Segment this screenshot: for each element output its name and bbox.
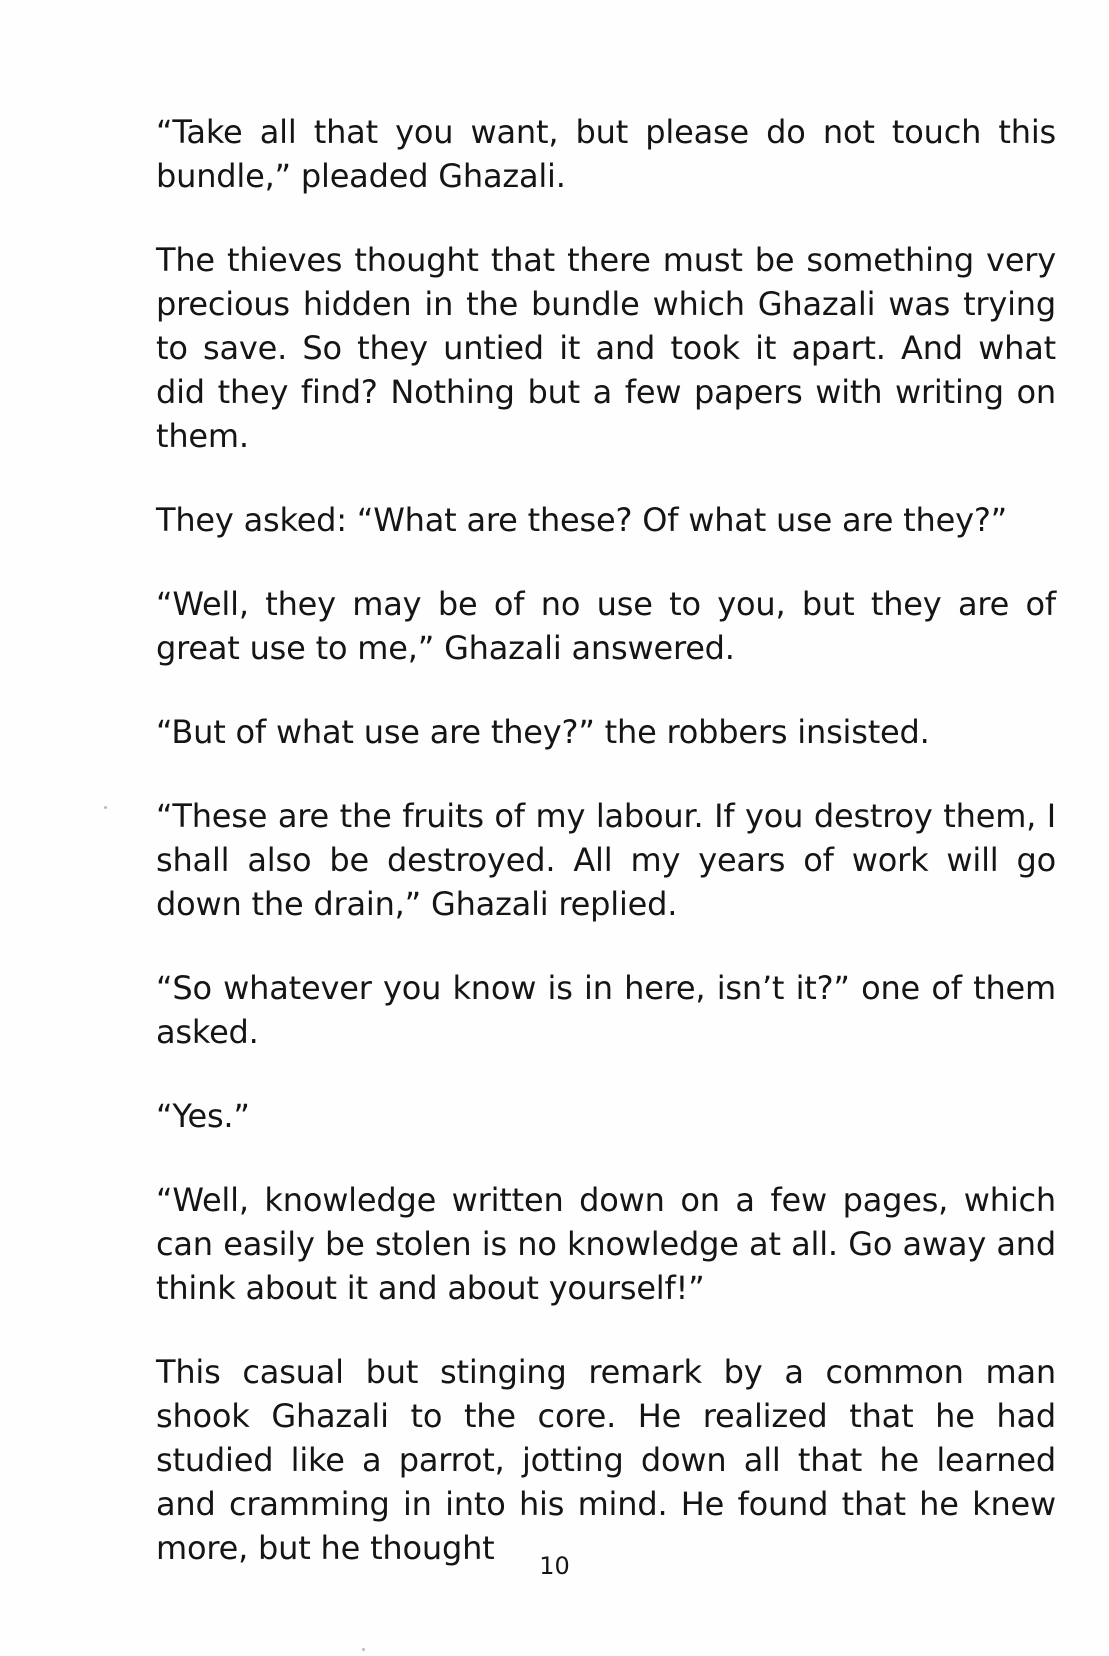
paragraph-1: “Take all that you want, but please do not touch this bundle,” pleaded Ghazali. (156, 113, 1056, 195)
paragraph-9: “Well, knowledge written down on a few pages, which can easily be stolen is no knowledge at all. Go away and think about it and about yourself!” (156, 1181, 1056, 1307)
scan-speck (104, 806, 107, 809)
paragraph-10: This casual but stinging remark by a common man shook Ghazali to the core. He realized that he had studied like a parrot, jotting down all that he learned and cramming in into his mind. He found that he knew more, but he thought (156, 1353, 1056, 1567)
paragraph-7: “So whatever you know is in here, isn’t it?” one of them asked. (156, 969, 1056, 1051)
paragraph-8: “Yes.” (156, 1097, 250, 1135)
paragraph-4: “Well, they may be of no use to you, but they are of great use to me,” Ghazali answered. (156, 585, 1056, 667)
paragraph-2: The thieves thought that there must be something very precious hidden in the bundle which Ghazali was trying to save. So they untied it and took it apart. And what did they find? Nothing but a few papers with writing on them. (156, 241, 1056, 455)
scan-speck (362, 1648, 365, 1651)
paragraph-6: “These are the fruits of my labour. If you destroy them, I shall also be destroyed. All my years of work will go down the drain,” Ghazali replied. (156, 797, 1056, 923)
paragraph-5: “But of what use are they?” the robbers insisted. (156, 713, 930, 751)
paragraph-3: They asked: “What are these? Of what use are they?” (156, 501, 1007, 539)
page-number: 10 (539, 1552, 570, 1580)
body-text (156, 110, 1056, 1610)
